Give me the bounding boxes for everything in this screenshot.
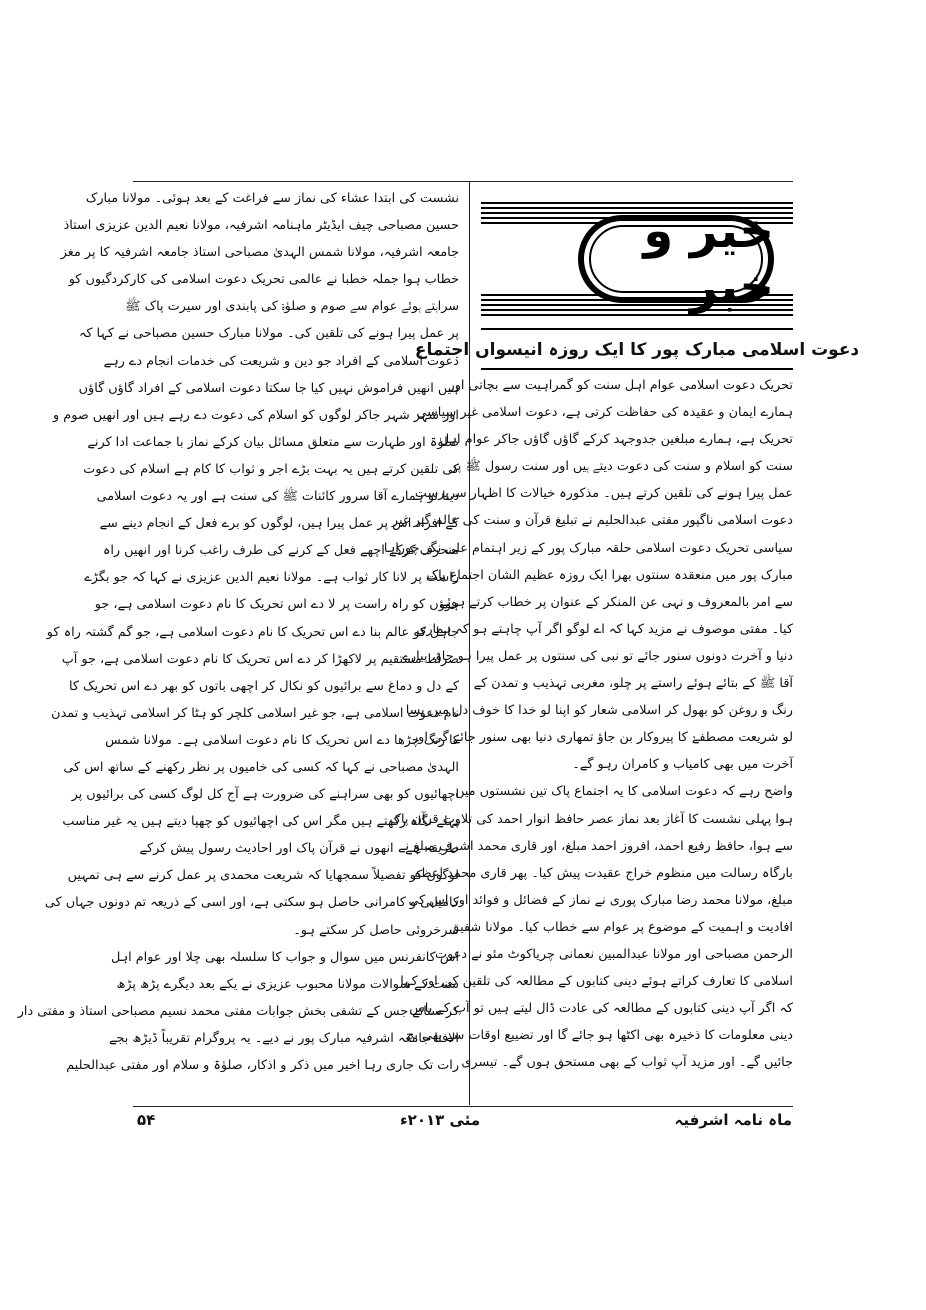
right-column-line: ہمارے ایمان و عقیدہ کی حفاظت کرتی ہے، دعوت اسلامی غیر سیاسی <box>416 405 793 421</box>
left-column-line: رات تک جاری رہا اخیر میں ذکر و اذکار، صلوٰۃ و سلام اور مفتی عبدالحلیم <box>66 1058 459 1073</box>
right-column-line: جائیں گے۔ اور مزید آپ ثواب کے بھی مستحق ہوں گے۔ تیسری <box>461 1055 793 1071</box>
left-column-line: ہیں انھیں فراموش نہیں کیا جا سکتا دعوت اسلامی کے افراد گاؤں گاؤں <box>78 380 459 396</box>
right-column-line: سے امر بالمعروف و نہی عن المنکر کے عنوان پر خطاب کرتے ہوئے <box>439 594 793 610</box>
left-column-line: دینا تو ہمارے آقا سرور کائنات ﷺ کی سنت ہے اور یہ دعوت اسلامی <box>96 489 459 505</box>
left-column-line: حسین مصباحی چیف ایڈیٹر ماہنامہ اشرفیہ، مولانا نعیم الدین عزیزی استاذ <box>63 218 459 234</box>
right-column-line: دنیا و آخرت دونوں سنور جائے تو نبی کی سنتوں پر عمل پیرا ہو جاؤ، پیارے <box>402 648 793 664</box>
right-column-line: سے ہوا، حافظ رفیع احمد، افروز احمد مبلغ، اور قاری محمد اشرف مبلغ نے <box>397 838 793 854</box>
right-column-line: اسلامی کا تعارف کراتے ہوئے دینی کتابوں کے مطالعہ کی تلقین کی اور کہا <box>400 974 793 990</box>
left-column-line: الافتا جامعہ اشرفیہ مبارک پور نے دیے۔ یہ پروگرام تقریباً ڈیڑھ بجے <box>108 1030 459 1046</box>
article-headline: دعوت اسلامی مبارک پور کا ایک روزہ انیسواں اجتماع <box>414 339 860 360</box>
left-column-line: کر سنائے جس کے تشفی بخش جوابات مفتی محمد نسیم مصباحی استاذ و مفتی دار <box>17 1003 459 1019</box>
right-column-line: دعوت اسلامی ناگپور مفتی عبدالحلیم نے تبلیغ قرآن و سنت کی عالم گیر غیر <box>391 513 793 529</box>
footer-magazine-name: ماہ نامہ اشرفیہ <box>674 1111 792 1129</box>
right-column-line: الرحمن مصباحی اور مولانا عبدالمبین نعمانی چریاکوٹ مئو نے دعوت <box>435 946 793 962</box>
right-column-line: کیا۔ مفتی موصوف نے مزید کہا کہ اے لوگو اگر آپ چاہتے ہو کہ ہماری <box>416 621 793 637</box>
masthead-banner <box>481 195 793 323</box>
footer-page-number: ۵۴ <box>137 1111 156 1129</box>
left-column-line: نام دعوت اسلامی ہے، جو غیر اسلامی کلچر کو ہٹا کر اسلامی تہذیب و تمدن <box>51 705 459 721</box>
right-column-line: تحریک ہے، ہمارے مبلغین جدوجہد کرکے گاؤں گاؤں جاکر عوام اہل <box>439 432 793 448</box>
right-column-line: دینی معلومات کا ذخیرہ بھی اکٹھا ہو جائے گا اور تضییع اوقات سے بھی بچ <box>406 1028 793 1044</box>
right-column-line: سنت کو اسلام و سنت کی دعوت دیتے ہیں اور سنت رسول ﷺ پر <box>450 459 793 475</box>
left-column-line: صلوٰۃ اور طہارت سے متعلق مسائل بیان کرکے نماز با جماعت ادا کرنے <box>87 434 459 450</box>
right-column-line: مبارک پور میں منعقدہ سنتوں بھرا ایک روزہ عظیم الشان اجتماع پاک <box>426 567 793 583</box>
left-column-line: ہوؤں کو راہ راست پر لا دے اس تحریک کا نام دعوت اسلامی ہے، جو <box>94 597 459 613</box>
right-column-line: کہ اگر آپ دینی کتابوں کے مطالعہ کی عادت ڈال لیتے ہیں تو آپ کے پاس <box>409 1001 793 1017</box>
left-column-line: کے دل و دماغ سے برائیوں کو نکال کر اچھی باتوں کو بھر دے اس تحریک کا <box>69 678 459 694</box>
left-column-line: کا رنگ چڑھا دے اس تحریک کا نام دعوت اسلامی ہے۔ مولانا شمس <box>105 732 459 748</box>
right-column-line: عمل پیرا ہونے کی تلقین کرتے ہیں۔ مذکورہ خیالات کا اظہار سرپرست <box>414 486 793 502</box>
right-column-line: ہوا پہلی نشست کا آغاز بعد نماز عصر حافظ انوار احمد کی تلاوت قرآن پاک <box>389 811 793 827</box>
left-column-line: سراہتے ہوئے عوام سے صوم و صلوٰۃ کی پابندی اور سیرت پاک ﷺ <box>125 299 459 315</box>
right-column-line: سیاسی تحریک دعوت اسلامی حلقہ مبارک پور کے زیر اہتمام علی نگر چوراہا <box>383 540 793 556</box>
left-column-line: دعوت اسلامی کے افراد جو دین و شریعت کی خدمات انجام دے رہے <box>103 353 459 369</box>
right-column <box>383 372 793 1076</box>
left-column-line: پہلے نگاہ رکھتے ہیں مگر اس کی اچھائیوں کو چھپا دیتے ہیں یہ غیر مناسب <box>62 814 459 830</box>
right-column-line: آقا ﷺ کے بتائے ہوئے راستے پر چلو، مغربی تہذیب و تمدن کے <box>473 676 793 692</box>
left-column-line: منحرف کرکے اچھے فعل کے کرنے کی طرف راغب کرنا اور انھیں راہ <box>102 543 459 559</box>
left-column-line: سنت کے سوالات مولانا محبوب عزیزی نے یکے بعد دیگرے پڑھ پڑھ <box>116 976 459 992</box>
right-column-line: تحریک دعوت اسلامی عوام اہل سنت کو گمراہیت سے بچاتی اور <box>448 378 793 393</box>
left-column-line: کے افراد اس پر عمل پیرا ہیں، لوگوں کو برے فعل کے انجام دینے سے <box>99 516 459 532</box>
left-column-line: اچھائیوں کو بھی سراہنے کی ضرورت ہے آج کل لوگ کسی کی برائیوں پر <box>71 787 459 803</box>
left-column-line: اور شہر شہر جاکر لوگوں کو اسلام کی دعوت دے رہے ہیں اور انھیں صوم و <box>53 407 459 423</box>
left-column-line: الہدیٰ مصباحی نے کہا کہ کسی کی خامیوں پر نظر رکھنے کے ساتھ اس کی <box>63 759 459 775</box>
left-column-line: کامیابی و کامرانی حاصل ہو سکتی ہے، اور اسی کے ذریعہ تم دونوں جہاں کی <box>44 895 459 911</box>
left-column-line: صراط مستقیم پر لاکھڑا کر دے اس تحریک کا نام دعوت اسلامی ہے، جو آپ <box>61 651 459 667</box>
left-column-line: سرخروئی حاصل کر سکتے ہو۔ <box>293 922 459 938</box>
footer-date: مئی ۲۰۱۳ء <box>400 1111 481 1129</box>
left-column <box>17 185 459 1079</box>
left-column-line: جاہل کو عالم بنا دے اس تحریک کا نام دعوت اسلامی ہے، جو گم گشتہ راہ کو <box>46 624 459 640</box>
right-column-line: مبلغ، مولانا محمد رضا مبارک پوری نے نماز کے فضائل و فوائد اور اس کی <box>408 892 793 908</box>
left-column-line: جامعہ اشرفیہ، مولانا شمس الہدیٰ مصباحی استاذ جامعہ اشرفیہ کا پر مغز <box>60 245 459 261</box>
headline-box <box>414 328 860 370</box>
left-column-line: نشست کی ابتدا عشاء کی نماز سے فراغت کے بعد ہوئی۔ مولانا مبارک <box>85 191 459 206</box>
right-column-line: واضح رہے کہ دعوت اسلامی کا یہ اجتماع پاک تین نشستوں میں <box>455 784 793 800</box>
left-column-line: پر عمل پیرا ہونے کی تلقین کی۔ مولانا مبارک حسین مصباحی نے کہا کہ <box>78 326 459 342</box>
right-column-line: آخرت میں بھی کامیاب و کامران رہو گے۔ <box>572 757 793 773</box>
top-rule <box>133 181 793 182</box>
left-column-line: طریقہ ہے۔ انھوں نے قرآن پاک اور احادیث رسول پیش کرکے <box>139 841 459 857</box>
right-column-line: رنگ و روغن کو بھول کر اسلامی شعار کو اپنا لو خدا کا خوف دل میں بسا <box>405 703 793 719</box>
right-column-line: افادیت و اہمیت کے موضوع پر عوام سے خطاب کیا۔ مولانا شفیق <box>449 919 793 935</box>
right-column-line: لو شریعت مصطفےٰ کا پیروکار بن جاؤ تمھاری دنیا بھی سنور جائے گی اور <box>411 730 793 746</box>
masthead-title: خیر و خبر <box>643 203 774 315</box>
right-column-line: بارگاہ رسالت میں منظوم خراج عقیدت پیش کیا۔ پھر قاری محمد اعظم <box>412 865 793 881</box>
left-column-line: لوگوں کو تفصیلاً سمجھایا کہ شریعت محمدی پر عمل کرنے سے ہی تمہیں <box>67 868 459 884</box>
left-column-line: اس کانفرنس میں سوال و جواب کا سلسلہ بھی چلا اور عوام اہل <box>110 949 459 965</box>
left-column-line: کی تلقین کرتے ہیں یہ بہت بڑے اجر و ثواب کا کام ہے اسلام کی دعوت <box>83 461 459 477</box>
bottom-rule <box>133 1106 793 1107</box>
left-column-line: راست پر لانا کار ثواب ہے۔ مولانا نعیم الدین عزیزی نے کہا کہ جو بگڑے <box>84 570 459 586</box>
left-column-line: خطاب ہوا جملہ خطبا نے عالمی تحریک دعوت اسلامی کی کارکردگیوں کو <box>68 272 459 288</box>
